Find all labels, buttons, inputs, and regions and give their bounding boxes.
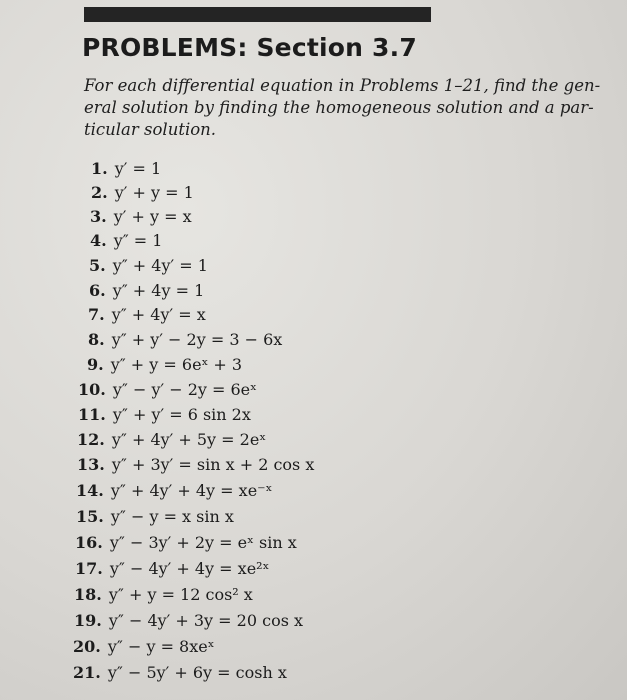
problem-equation: y″ − y′ − 2y = 6eˣ xyxy=(112,380,257,399)
problem-equation: y″ + 4y = 1 xyxy=(112,281,205,300)
problem-equation: y″ − 3y′ + 2y = eˣ sin x xyxy=(109,533,297,552)
problem-number: 5. xyxy=(89,256,106,275)
problem-equation: y″ + 4y′ + 4y = xe⁻ˣ xyxy=(110,481,273,500)
problem-number: 18. xyxy=(74,585,102,604)
problem-equation: y″ + y = 12 cos² x xyxy=(108,585,253,604)
problem-equation: y″ = 1 xyxy=(113,231,163,250)
section-heading: PROBLEMS: Section 3.7 xyxy=(82,33,417,62)
problem-item xyxy=(75,531,297,555)
problem-number: 19. xyxy=(74,611,102,630)
problem-item xyxy=(77,453,314,477)
problem-item xyxy=(89,279,204,303)
instructions-line-1: For each differential equation in Problems 1–21, find the gen- xyxy=(84,76,601,95)
problem-item xyxy=(74,609,303,633)
problem-item xyxy=(88,303,206,327)
problem-item xyxy=(74,583,253,607)
problem-item xyxy=(75,557,269,581)
problem-number: 13. xyxy=(77,455,105,474)
problem-item xyxy=(87,353,242,377)
problem-equation: y′ + y = 1 xyxy=(114,183,194,202)
problem-equation: y″ + y′ = 6 sin 2x xyxy=(112,405,251,424)
problem-number: 1. xyxy=(91,159,108,178)
problem-equation: y″ − 4y′ + 3y = 20 cos x xyxy=(108,611,304,630)
problem-item xyxy=(91,157,161,181)
problem-equation: y″ + 4y′ = 1 xyxy=(112,256,208,275)
problem-equation: y″ + 4y′ + 5y = 2eˣ xyxy=(111,430,267,449)
problem-equation: y″ − y = x sin x xyxy=(110,507,234,526)
problem-number: 16. xyxy=(75,533,103,552)
problem-item xyxy=(89,254,208,278)
problem-number: 6. xyxy=(89,281,106,300)
problem-number: 14. xyxy=(76,481,104,500)
instructions-line-2: eral solution by finding the homogeneous solution and a par- xyxy=(84,98,594,117)
problem-number: 4. xyxy=(90,231,107,250)
problem-item xyxy=(78,378,257,402)
problem-equation: y″ + y = 6eˣ + 3 xyxy=(110,355,243,374)
problem-item xyxy=(77,428,266,452)
problem-equation: y′ = 1 xyxy=(114,159,162,178)
instructions xyxy=(84,75,624,141)
problem-number: 21. xyxy=(73,663,101,682)
problem-equation: y″ + y′ − 2y = 3 − 6x xyxy=(111,330,283,349)
problem-number: 3. xyxy=(90,207,107,226)
problem-number: 20. xyxy=(73,637,101,656)
problem-equation: y′ + y = x xyxy=(113,207,192,226)
problem-number: 11. xyxy=(78,405,106,424)
problem-number: 9. xyxy=(87,355,104,374)
problem-number: 8. xyxy=(88,330,105,349)
problem-number: 17. xyxy=(75,559,103,578)
problem-item xyxy=(78,403,251,427)
problem-item xyxy=(73,661,287,685)
problem-number: 2. xyxy=(91,183,108,202)
problem-equation: y″ + 3y′ = sin x + 2 cos x xyxy=(111,455,315,474)
problem-item xyxy=(76,505,234,529)
problem-number: 12. xyxy=(77,430,105,449)
problem-number: 7. xyxy=(88,305,105,324)
problem-equation: y″ − y = 8xeˣ xyxy=(107,637,215,656)
problem-number: 10. xyxy=(78,380,106,399)
problem-item xyxy=(88,328,282,352)
problem-equation: y″ + 4y′ = x xyxy=(111,305,206,324)
problem-number: 15. xyxy=(76,507,104,526)
problem-equation: y″ − 4y′ + 4y = xe²ˣ xyxy=(109,559,270,578)
instructions-line-3: ticular solution. xyxy=(84,120,217,139)
header-rule xyxy=(84,7,431,22)
problem-equation: y″ − 5y′ + 6y = cosh x xyxy=(107,663,287,682)
problem-item xyxy=(90,205,192,229)
problem-item xyxy=(76,479,272,503)
problem-item xyxy=(91,181,194,205)
problem-item xyxy=(90,229,162,253)
problem-item xyxy=(73,635,215,659)
